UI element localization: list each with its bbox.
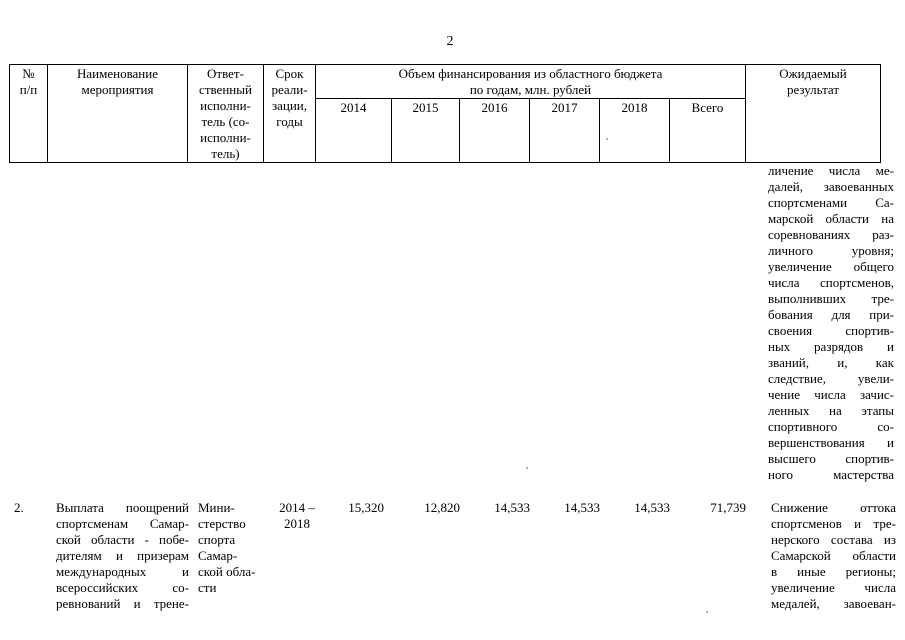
header-term: Срок реали- зации, годы [264,65,316,163]
header-year-2016: 2016 [460,99,530,163]
header-year-2018: 2018 [600,99,670,163]
row2-value-2016: 14,533 [494,500,530,515]
row2-value-2014: 15,320 [348,500,384,515]
header-funding: Объем финансирования из областного бюджета по годам, млн. рублей [316,65,746,99]
row2-result: Снижение оттока спортсменов и тре- нерского состава из Самарской области в иные регионы; увеличение числа медалей, завоеван- [771,500,896,611]
table-header [9,64,881,163]
header-result: Ожидаемый результат [746,65,881,163]
continuation-result: личение числа ме- далей, завоеванных спортсменами Са- марской области на соревнованиях раз- личного уровня; увеличение общего числа спортсменов, выполнивших тре- бования для при- своения спортив- ных разрядов и званий, и, как следствие, увели- чение числа зачис- ленных на этапы спортивного со- вершенствования и высшего спортив- ного мастерства [768,163,894,482]
row2-value-2017: 14,533 [564,500,600,515]
row2-executor: Мини- стерство спорта Самар- ской обла- сти [198,500,256,595]
header-year-2017: 2017 [530,99,600,163]
row2-value-2018: 14,533 [634,500,670,515]
header-year-2015: 2015 [392,99,460,163]
row2-value-total: 71,739 [710,500,746,515]
row2-value-2015: 12,820 [424,500,460,515]
row2-name: Выплата поощрений спортсменам Самар- ской области - побе- дителям и призерам международных и всероссийских со- ревнований и трене- [56,500,189,611]
scan-speck [526,467,528,469]
row2-number: 2. [14,500,24,515]
row2-term: 2014 – 2018 [279,500,315,531]
header-executor: Ответ- ственный исполни- тель (со- исполни- тель) [188,65,264,163]
scan-speck [706,611,708,613]
header-name: Наименование мероприятия [48,65,188,163]
header-total: Всего [670,99,746,163]
page-number: 2 [446,34,454,49]
scan-speck [606,138,608,140]
header-year-2014: 2014 [316,99,392,163]
header-number: № п/п [10,65,48,163]
